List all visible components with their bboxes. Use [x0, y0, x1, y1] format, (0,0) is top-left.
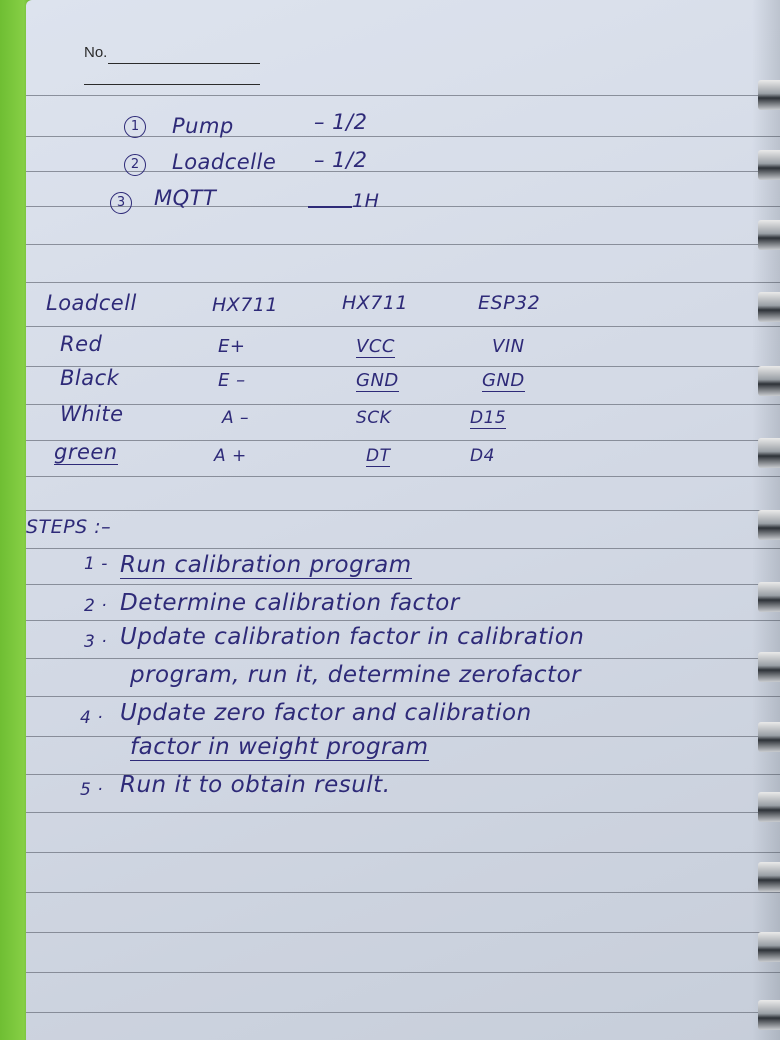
step-prefix: 3 ·: [84, 632, 108, 652]
spiral-coil: [758, 932, 780, 962]
table-cell: Black: [60, 366, 120, 390]
step-prefix: 5 ·: [80, 780, 104, 800]
ruled-line: [26, 510, 780, 511]
ruled-line: [26, 1012, 780, 1013]
ruled-line: [26, 892, 780, 893]
no-underline: [108, 63, 260, 64]
spiral-coil: [758, 220, 780, 250]
ruled-line: [26, 366, 780, 367]
step-text: Update zero factor and calibration: [120, 700, 532, 726]
spiral-coil: [758, 292, 780, 322]
table-cell: green: [54, 440, 118, 464]
spiral-coil: [758, 438, 780, 468]
ruled-line: [26, 95, 780, 96]
no-label: No.: [84, 44, 108, 61]
task-value: – 1/2: [314, 148, 368, 172]
table-cell: VIN: [492, 336, 525, 357]
ruled-line: [26, 620, 780, 621]
table-header: HX711: [212, 294, 279, 316]
step-prefix: 2 ·: [84, 596, 108, 616]
spiral-coil: [758, 652, 780, 682]
table-cell: GND: [482, 370, 525, 391]
step-prefix: 4 ·: [80, 708, 104, 728]
table-cell: SCK: [356, 408, 392, 428]
spiral-coil: [758, 582, 780, 612]
ruled-line: [26, 282, 780, 283]
table-header: HX711: [342, 292, 409, 314]
step-prefix: 1 -: [84, 554, 108, 574]
ruled-line: [26, 852, 780, 853]
step-continuation: factor in weight program: [130, 734, 429, 760]
task-value: – 1/2: [314, 110, 368, 134]
ruled-line: [26, 476, 780, 477]
table-cell: White: [60, 402, 124, 426]
ruled-line: [26, 326, 780, 327]
spiral-coil: [758, 366, 780, 396]
table-cell: D15: [470, 408, 507, 428]
steps-title: STEPS :–: [26, 516, 112, 538]
spiral-coil: [758, 510, 780, 540]
spiral-coil: [758, 722, 780, 752]
ruled-line: [26, 548, 780, 549]
task-dash: [308, 206, 352, 208]
no-underline-2: [84, 84, 260, 85]
ruled-line: [26, 244, 780, 245]
step-text: Update calibration factor in calibration: [120, 624, 585, 650]
step-text: Determine calibration factor: [120, 590, 460, 616]
notebook-page: [26, 0, 780, 1040]
ruled-line: [26, 440, 780, 441]
ruled-line: [26, 696, 780, 697]
spiral-coil: [758, 1000, 780, 1030]
spiral-coil: [758, 150, 780, 180]
spiral-coil: [758, 80, 780, 110]
table-cell: DT: [366, 446, 391, 466]
step-text: Run calibration program: [120, 552, 412, 578]
table-cell: GND: [356, 370, 399, 391]
table-cell: VCC: [356, 336, 395, 357]
table-cell: A +: [214, 446, 247, 466]
table-cell: D4: [470, 446, 495, 466]
spiral-coil: [758, 792, 780, 822]
step-text: Run it to obtain result.: [120, 772, 391, 798]
ruled-line: [26, 404, 780, 405]
task-number-circle: 1: [124, 116, 146, 138]
task-name: MQTT: [154, 186, 217, 210]
spiral-coil: [758, 862, 780, 892]
table-header: ESP32: [478, 292, 541, 314]
step-continuation: program, run it, determine zerofactor: [130, 662, 582, 688]
table-cell: A –: [222, 408, 250, 428]
table-header: Loadcell: [46, 291, 137, 315]
table-cell: E+: [218, 336, 246, 357]
ruled-line: [26, 812, 780, 813]
table-cell: Red: [60, 332, 103, 356]
table-cell: E –: [218, 370, 246, 391]
task-name: Loadcelle: [172, 150, 277, 174]
ruled-line: [26, 972, 780, 973]
task-name: Pump: [172, 114, 234, 138]
task-number-circle: 3: [110, 192, 132, 214]
task-number-circle: 2: [124, 154, 146, 176]
ruled-line: [26, 584, 780, 585]
ruled-line: [26, 658, 780, 659]
ruled-line: [26, 206, 780, 207]
task-value: 1H: [352, 190, 380, 212]
ruled-line: [26, 932, 780, 933]
